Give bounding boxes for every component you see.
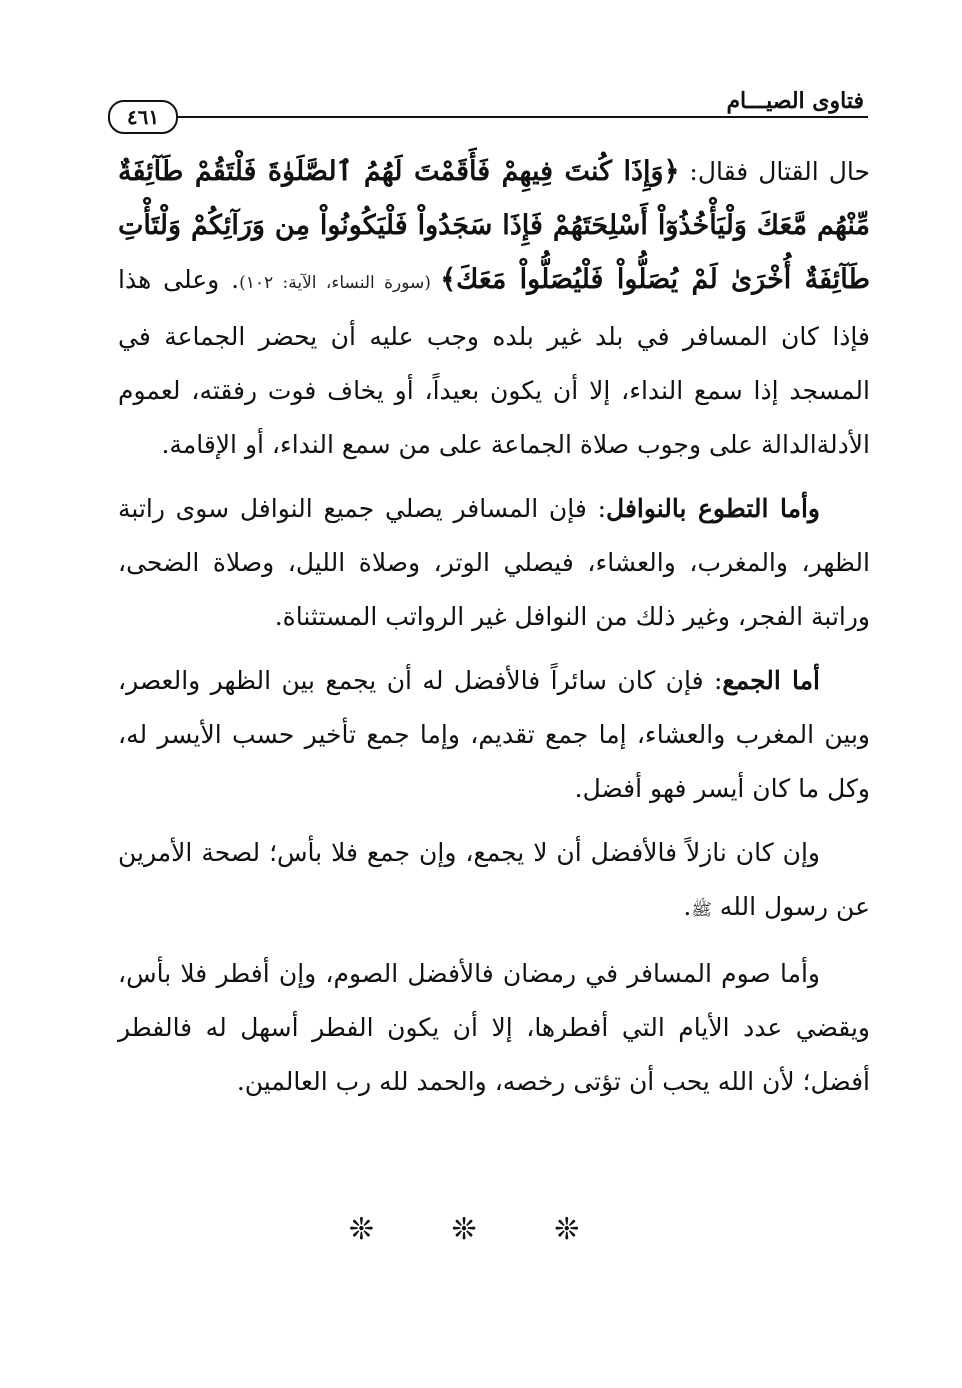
section-term: أما الجمع [722, 666, 820, 695]
header-rule [166, 116, 868, 118]
paragraph-text: . وعلى هذا فإذا كان المسافر في بلد غير بلده وجب عليه أن يحضر الجماعة في المسجد إذا سمع النداء، إلا أن يكون بعيداً، أو يخاف فوت رفقته، لعموم الأدلةالدالة على وجوب صلاة الجماعة على من سمع النداء، أو الإقامة. [118, 265, 870, 459]
paragraph-3 [118, 654, 870, 816]
paragraph-text: : فإن كان سائراً فالأفضل له أن يجمع بين الظهر والعصر، وبين المغرب والعشاء، إما جمع تقديم، وإما جمع تأخير حسب الأيسر له، وكل ما كان أيسر فهو أفضل. [118, 666, 870, 803]
quran-verse: ﴿وَإِذَا كُنتَ فِيهِمْ فَأَقَمْتَ لَهُمُ ٱلصَّلَوٰةَ فَلْتَقُمْ طَآئِفَةٌ مِّنْهُم مَّعَكَ وَلْيَأْخُذُوٓاْ أَسْلِحَتَهُمْ فَإِذَا سَجَدُواْ فَلْيَكُونُواْ مِن وَرَآئِكُمْ وَلْتَأْتِ طَآئِفَةٌ أُخْرَىٰ لَمْ يُصَلُّواْ فَلْيُصَلُّواْ مَعَكَ﴾ [118, 156, 870, 295]
verse-reference: (سورة النساء، الآية: ١٠٢) [239, 273, 441, 293]
salutation-glyph: ﷺ [691, 900, 712, 920]
page-body [118, 145, 870, 1119]
page-number: ٤٦١ [108, 100, 178, 134]
paragraph-1 [118, 145, 870, 472]
paragraph-text: . [683, 892, 692, 921]
paragraph-text: وإن كان نازلاً فالأفضل أن لا يجمع، وإن جمع فلا بأس؛ لصحة الأمرين عن رسول الله [118, 838, 870, 921]
paragraph-text: : فإن المسافر يصلي جميع النوافل سوى راتبة الظهر، والمغرب، والعشاء، فيصلي الوتر، وصلاة الليل، وصلاة الضحى، وراتبة الفجر، وغير ذلك من النوافل غير الرواتب المستثناة. [118, 494, 870, 631]
paragraph-5 [118, 947, 870, 1109]
paragraph-text: حال القتال فقال: [679, 157, 870, 186]
section-separator: ❊ ❊ ❊ [348, 1212, 614, 1247]
running-title: فتاوى الصيـــام [726, 88, 864, 114]
section-term: وأما التطوع بالنوافل [606, 494, 820, 523]
paragraph-2 [118, 482, 870, 644]
paragraph-4 [118, 826, 870, 937]
page-header [108, 82, 868, 132]
paragraph-text: وأما صوم المسافر في رمضان فالأفضل الصوم، وإن أفطر فلا بأس، ويقضي عدد الأيام التي أفطرها، إلا أن يكون الفطر أسهل له فالفطر أفضل؛ لأن الله يحب أن تؤتى رخصه، والحمد لله رب العالمين. [118, 959, 870, 1096]
